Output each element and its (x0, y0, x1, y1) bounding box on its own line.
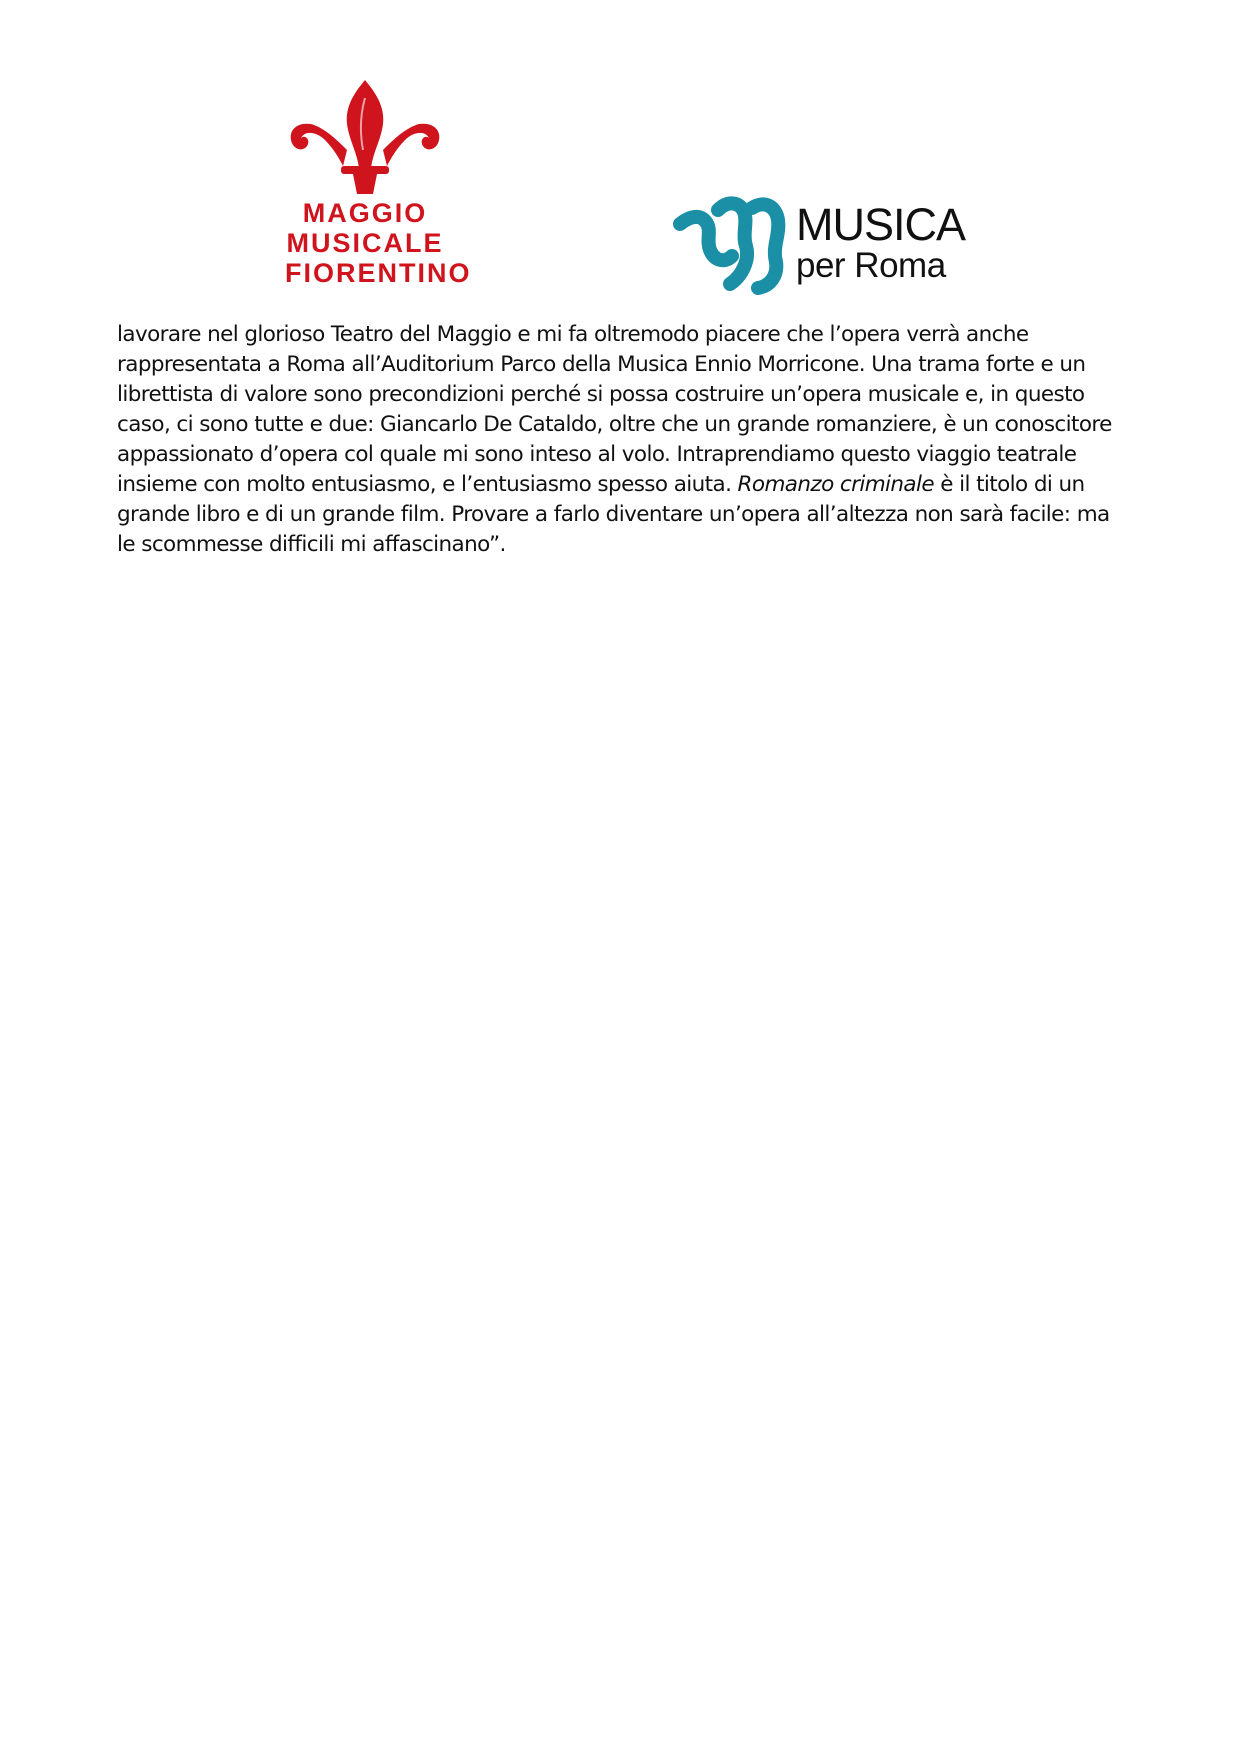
body-text (117, 320, 1127, 560)
body-text-part-1: lavorare nel glorioso Teatro del Maggio e mi fa oltremodo piacere che l’opera verrà anche rappresentata a Roma all’Auditorium Parco della Musica Ennio Morricone. Una trama forte e un librettista di valore sono precondizioni perché si possa costruire un’opera musicale e, in questo caso, ci sono tutte e due: Giancarlo De Cataldo, oltre che un grande romanziere, è un conoscitore appassionato d’opera col quale mi sono inteso al volo. Intraprendiamo questo viaggio teatrale insieme con molto entusiasmo, e l’entusiasmo spesso aiuta. (117, 322, 1112, 497)
maggio-logo-line-1: MAGGIO (302, 198, 428, 228)
body-paragraph (117, 320, 1127, 560)
maggio-logo-line-2: MUSICALE (286, 228, 444, 258)
maggio-logo-line-3: FIORENTINO (285, 258, 472, 288)
musica-per-roma-line-1: MUSICA (796, 199, 966, 250)
musica-per-roma-wave-icon (672, 194, 792, 296)
musica-per-roma-logo (672, 194, 972, 296)
musica-per-roma-line-2: per Roma (796, 246, 946, 285)
book-title-italic: Romanzo criminale (737, 472, 935, 497)
maggio-musicale-fiorentino-logo (285, 78, 472, 293)
body-text-part-2: è il titolo di un grande libro e di un grande film. Provare a farlo diventare un’opera all’altezza non sarà facile: ma le scommesse difficili mi affascinano”. (117, 472, 1110, 557)
fleur-de-lis-icon (285, 78, 445, 196)
